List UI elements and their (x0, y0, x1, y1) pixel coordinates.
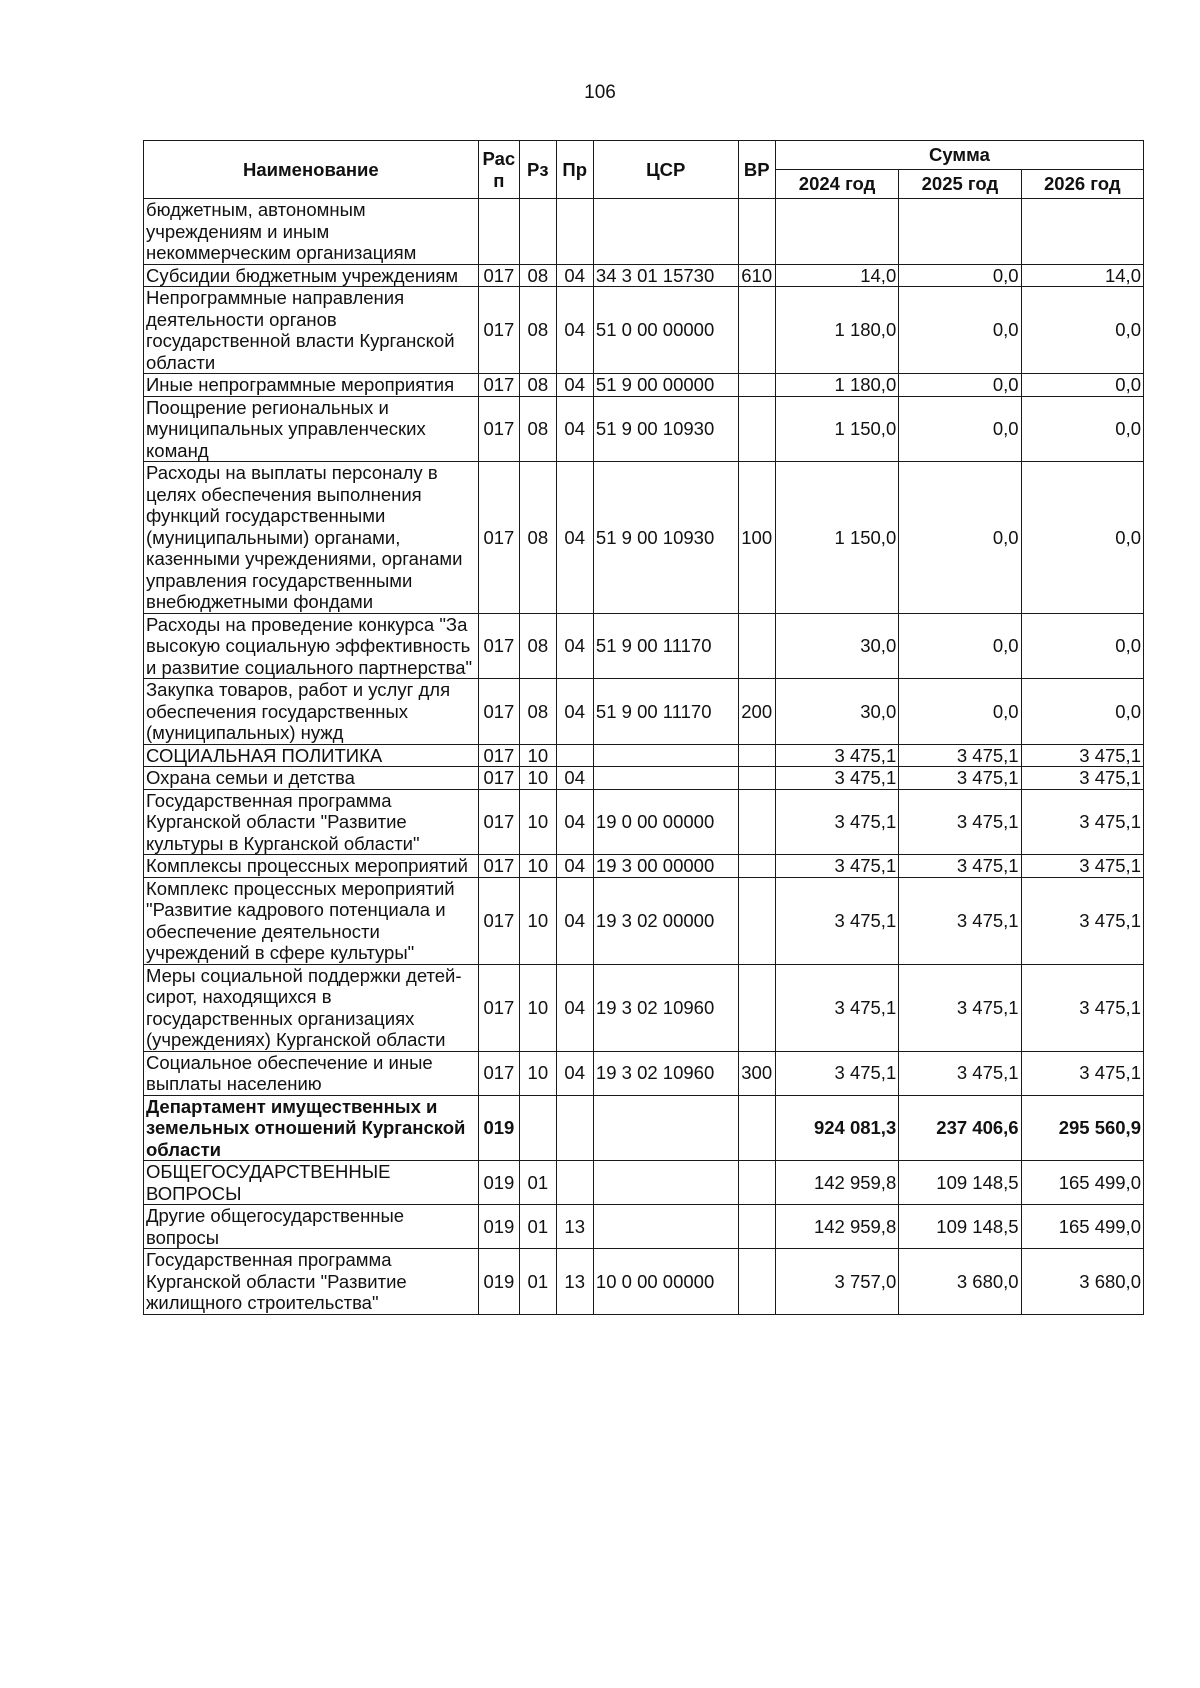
cell-vr (738, 744, 775, 767)
cell-vr: 200 (738, 679, 775, 745)
cell-name: Иные непрограммные мероприятия (144, 374, 479, 397)
cell-name: Другие общегосударственные вопросы (144, 1205, 479, 1249)
cell-name: Поощрение региональных и муниципальных управленческих команд (144, 396, 479, 462)
cell-csr (593, 1161, 738, 1205)
cell-csr: 51 9 00 00000 (593, 374, 738, 397)
cell-name: Охрана семьи и детства (144, 767, 479, 790)
cell-vr (738, 287, 775, 374)
cell-csr: 19 3 02 10960 (593, 1051, 738, 1095)
cell-2025 (899, 199, 1021, 265)
cell-2025: 0,0 (899, 287, 1021, 374)
cell-2024: 3 475,1 (775, 767, 898, 790)
cell-name: Департамент имущественных и земельных отношений Курганской области (144, 1095, 479, 1161)
cell-2026: 3 475,1 (1021, 855, 1143, 878)
cell-2024: 142 959,8 (775, 1205, 898, 1249)
cell-2026: 3 475,1 (1021, 744, 1143, 767)
cell-2026: 165 499,0 (1021, 1205, 1143, 1249)
cell-vr (738, 1095, 775, 1161)
cell-2026: 0,0 (1021, 396, 1143, 462)
cell-rasp: 017 (478, 462, 519, 614)
cell-csr: 19 3 00 00000 (593, 855, 738, 878)
cell-2024: 3 757,0 (775, 1249, 898, 1315)
cell-pr (556, 1161, 593, 1205)
cell-rasp: 017 (478, 767, 519, 790)
cell-rasp (478, 199, 519, 265)
cell-pr: 04 (556, 964, 593, 1051)
header-year-2026: 2026 год (1021, 170, 1143, 199)
cell-2026: 295 560,9 (1021, 1095, 1143, 1161)
table-row (144, 199, 1144, 265)
cell-2026: 3 475,1 (1021, 964, 1143, 1051)
cell-2026: 3 680,0 (1021, 1249, 1143, 1315)
cell-2025: 0,0 (899, 679, 1021, 745)
cell-2026: 0,0 (1021, 679, 1143, 745)
cell-rasp: 017 (478, 964, 519, 1051)
header-sum: Сумма (775, 141, 1143, 170)
cell-name: Социальное обеспечение и иные выплаты населению (144, 1051, 479, 1095)
cell-2024 (775, 199, 898, 265)
table-row (144, 462, 1144, 614)
cell-2026: 14,0 (1021, 264, 1143, 287)
cell-rz: 10 (520, 744, 556, 767)
cell-rasp: 017 (478, 374, 519, 397)
cell-vr (738, 1249, 775, 1315)
cell-pr: 04 (556, 613, 593, 679)
header-year-2025: 2025 год (899, 170, 1021, 199)
cell-rz: 10 (520, 767, 556, 790)
cell-2025: 0,0 (899, 264, 1021, 287)
cell-name: Закупка товаров, работ и услуг для обеспечения государственных (муниципальных) нужд (144, 679, 479, 745)
cell-2024: 1 150,0 (775, 396, 898, 462)
cell-pr: 13 (556, 1205, 593, 1249)
cell-rz: 01 (520, 1205, 556, 1249)
cell-name: Непрограммные направления деятельности органов государственной власти Курганской области (144, 287, 479, 374)
table-row (144, 613, 1144, 679)
cell-pr: 04 (556, 855, 593, 878)
cell-rasp: 017 (478, 287, 519, 374)
cell-rz: 10 (520, 789, 556, 855)
cell-pr: 04 (556, 767, 593, 790)
table-body (144, 199, 1144, 1315)
cell-rz (520, 1095, 556, 1161)
cell-rasp: 019 (478, 1161, 519, 1205)
cell-name: Государственная программа Курганской области "Развитие жилищного строительства" (144, 1249, 479, 1315)
cell-vr (738, 964, 775, 1051)
cell-csr (593, 744, 738, 767)
cell-name: СОЦИАЛЬНАЯ ПОЛИТИКА (144, 744, 479, 767)
cell-vr (738, 767, 775, 790)
cell-pr: 04 (556, 264, 593, 287)
cell-rz: 08 (520, 374, 556, 397)
cell-rasp: 019 (478, 1095, 519, 1161)
cell-2025: 0,0 (899, 613, 1021, 679)
cell-rz: 08 (520, 287, 556, 374)
cell-2024: 30,0 (775, 613, 898, 679)
cell-vr (738, 855, 775, 878)
cell-name: Меры социальной поддержки детей-сирот, находящихся в государственных организациях (учреждениях) Курганской области (144, 964, 479, 1051)
cell-2026 (1021, 199, 1143, 265)
cell-pr: 04 (556, 396, 593, 462)
cell-vr (738, 1205, 775, 1249)
cell-csr: 19 3 02 00000 (593, 877, 738, 964)
cell-2024: 1 180,0 (775, 374, 898, 397)
cell-rz: 01 (520, 1161, 556, 1205)
cell-pr (556, 199, 593, 265)
cell-rz: 10 (520, 964, 556, 1051)
cell-2026: 0,0 (1021, 287, 1143, 374)
cell-2025: 109 148,5 (899, 1161, 1021, 1205)
cell-2024: 1 150,0 (775, 462, 898, 614)
page-number: 106 (584, 82, 616, 103)
cell-name: бюджетным, автономным учреждениям и иным некоммерческим организациям (144, 199, 479, 265)
cell-2024: 3 475,1 (775, 855, 898, 878)
cell-2026: 0,0 (1021, 462, 1143, 614)
cell-vr: 610 (738, 264, 775, 287)
cell-rasp: 017 (478, 679, 519, 745)
cell-pr: 13 (556, 1249, 593, 1315)
cell-csr: 51 9 00 10930 (593, 462, 738, 614)
cell-vr (738, 199, 775, 265)
cell-rasp: 017 (478, 744, 519, 767)
cell-csr: 51 9 00 11170 (593, 679, 738, 745)
cell-rz: 08 (520, 264, 556, 287)
budget-table (143, 140, 1144, 1315)
cell-vr: 100 (738, 462, 775, 614)
cell-2025: 3 475,1 (899, 855, 1021, 878)
cell-rasp: 017 (478, 855, 519, 878)
cell-2025: 3 475,1 (899, 767, 1021, 790)
cell-csr: 51 0 00 00000 (593, 287, 738, 374)
cell-2025: 109 148,5 (899, 1205, 1021, 1249)
header-vr: ВР (738, 141, 775, 199)
header-pr: Пр (556, 141, 593, 199)
cell-pr: 04 (556, 679, 593, 745)
table-row (144, 855, 1144, 878)
cell-vr (738, 396, 775, 462)
table-row (144, 767, 1144, 790)
cell-vr (738, 1161, 775, 1205)
cell-csr (593, 1205, 738, 1249)
cell-2025: 0,0 (899, 396, 1021, 462)
cell-2026: 3 475,1 (1021, 1051, 1143, 1095)
cell-2025: 237 406,6 (899, 1095, 1021, 1161)
header-csr: ЦСР (593, 141, 738, 199)
cell-2025: 3 475,1 (899, 744, 1021, 767)
table-row (144, 744, 1144, 767)
cell-2024: 924 081,3 (775, 1095, 898, 1161)
cell-rasp: 019 (478, 1205, 519, 1249)
cell-2024: 1 180,0 (775, 287, 898, 374)
cell-rz: 08 (520, 396, 556, 462)
cell-csr: 51 9 00 10930 (593, 396, 738, 462)
cell-2025: 3 475,1 (899, 877, 1021, 964)
cell-rz: 08 (520, 462, 556, 614)
cell-rz: 08 (520, 679, 556, 745)
cell-2024: 30,0 (775, 679, 898, 745)
cell-rasp: 019 (478, 1249, 519, 1315)
cell-csr: 10 0 00 00000 (593, 1249, 738, 1315)
cell-name: Комплексы процессных мероприятий (144, 855, 479, 878)
cell-pr: 04 (556, 789, 593, 855)
cell-name: ОБЩЕГОСУДАРСТВЕННЫЕ ВОПРОСЫ (144, 1161, 479, 1205)
cell-csr: 19 3 02 10960 (593, 964, 738, 1051)
cell-pr: 04 (556, 877, 593, 964)
cell-rz: 08 (520, 613, 556, 679)
table-row (144, 1249, 1144, 1315)
table-row (144, 789, 1144, 855)
cell-2025: 0,0 (899, 374, 1021, 397)
cell-vr: 300 (738, 1051, 775, 1095)
table-row (144, 396, 1144, 462)
table-row (144, 264, 1144, 287)
cell-2026: 165 499,0 (1021, 1161, 1143, 1205)
cell-rasp: 017 (478, 264, 519, 287)
header-row (144, 141, 1144, 170)
cell-name: Комплекс процессных мероприятий "Развитие кадрового потенциала и обеспечение деятельности учреждений в сфере культуры" (144, 877, 479, 964)
cell-pr (556, 744, 593, 767)
cell-pr (556, 1095, 593, 1161)
cell-pr: 04 (556, 374, 593, 397)
cell-csr: 34 3 01 15730 (593, 264, 738, 287)
cell-2026: 0,0 (1021, 374, 1143, 397)
cell-2024: 3 475,1 (775, 964, 898, 1051)
cell-2024: 14,0 (775, 264, 898, 287)
cell-pr: 04 (556, 462, 593, 614)
cell-rz: 01 (520, 1249, 556, 1315)
cell-rasp: 017 (478, 1051, 519, 1095)
header-name: Наименование (144, 141, 479, 199)
cell-pr: 04 (556, 287, 593, 374)
cell-rz (520, 199, 556, 265)
table-row (144, 679, 1144, 745)
cell-2025: 3 680,0 (899, 1249, 1021, 1315)
cell-vr (738, 789, 775, 855)
cell-2024: 3 475,1 (775, 877, 898, 964)
cell-2025: 3 475,1 (899, 789, 1021, 855)
cell-2025: 3 475,1 (899, 964, 1021, 1051)
cell-2024: 3 475,1 (775, 789, 898, 855)
cell-2024: 142 959,8 (775, 1161, 898, 1205)
cell-rasp: 017 (478, 396, 519, 462)
cell-csr (593, 1095, 738, 1161)
cell-csr (593, 767, 738, 790)
cell-rz: 10 (520, 877, 556, 964)
cell-name: Расходы на проведение конкурса "За высокую социальную эффективность и развитие социального партнерства" (144, 613, 479, 679)
table-row (144, 287, 1144, 374)
cell-2026: 3 475,1 (1021, 789, 1143, 855)
cell-2026: 0,0 (1021, 613, 1143, 679)
cell-vr (738, 374, 775, 397)
table-row (144, 964, 1144, 1051)
header-rz: Рз (520, 141, 556, 199)
table-row (144, 1095, 1144, 1161)
cell-name: Государственная программа Курганской области "Развитие культуры в Курганской области" (144, 789, 479, 855)
cell-rz: 10 (520, 855, 556, 878)
table-row (144, 1205, 1144, 1249)
cell-csr: 51 9 00 11170 (593, 613, 738, 679)
cell-rasp: 017 (478, 877, 519, 964)
table-row (144, 374, 1144, 397)
cell-name: Субсидии бюджетным учреждениям (144, 264, 479, 287)
header-year-2024: 2024 год (775, 170, 898, 199)
table-row (144, 877, 1144, 964)
cell-2024: 3 475,1 (775, 744, 898, 767)
cell-2026: 3 475,1 (1021, 767, 1143, 790)
cell-csr (593, 199, 738, 265)
cell-2024: 3 475,1 (775, 1051, 898, 1095)
cell-rz: 10 (520, 1051, 556, 1095)
cell-rasp: 017 (478, 613, 519, 679)
cell-vr (738, 613, 775, 679)
table-row (144, 1161, 1144, 1205)
table-row (144, 1051, 1144, 1095)
cell-name: Расходы на выплаты персоналу в целях обеспечения выполнения функций государственными (муниципальными) органами, казенными учреждениями, органами управления государственными внебюджетными фондами (144, 462, 479, 614)
cell-vr (738, 877, 775, 964)
cell-rasp: 017 (478, 789, 519, 855)
cell-2025: 0,0 (899, 462, 1021, 614)
cell-2026: 3 475,1 (1021, 877, 1143, 964)
cell-2025: 3 475,1 (899, 1051, 1021, 1095)
cell-pr: 04 (556, 1051, 593, 1095)
header-rasp: Рас п (478, 141, 519, 199)
cell-csr: 19 0 00 00000 (593, 789, 738, 855)
